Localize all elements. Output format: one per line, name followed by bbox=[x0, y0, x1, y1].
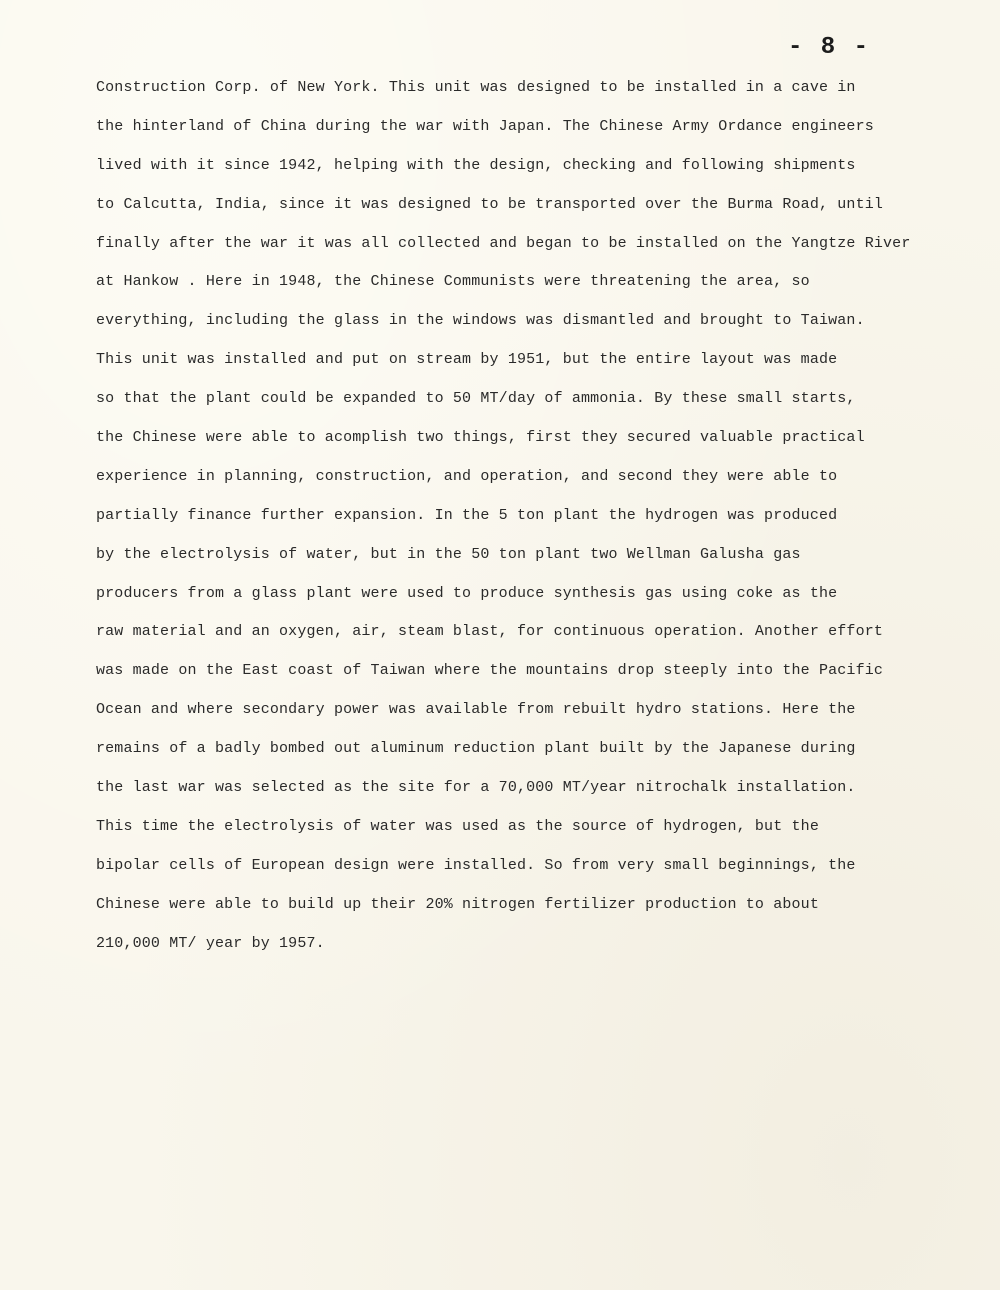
text-line: finally after the war it was all collected and began to be installed on the Yangtze River bbox=[96, 234, 911, 252]
text-line: so that the plant could be expanded to 50 MT/day of ammonia. By these small starts, bbox=[96, 390, 856, 408]
text-line: the Chinese were able to acomplish two things, first they secured valuable practical bbox=[96, 429, 865, 447]
text-line: everything, including the glass in the windows was dismantled and brought to Taiwan. bbox=[96, 312, 865, 330]
text-line: This time the electrolysis of water was used as the source of hydrogen, but the bbox=[96, 817, 819, 835]
text-line: by the electrolysis of water, but in the 50 ton plant two Wellman Galusha gas bbox=[96, 545, 801, 563]
text-line: lived with it since 1942, helping with the design, checking and following shipments bbox=[96, 156, 856, 174]
page-number: - 8 - bbox=[787, 34, 870, 61]
text-line: experience in planning, construction, and operation, and second they were able to bbox=[96, 467, 838, 485]
text-line: Chinese were able to build up their 20% nitrogen fertilizer production to about bbox=[96, 895, 819, 913]
text-line: 210,000 MT/ year by 1957. bbox=[96, 934, 325, 952]
text-line: producers from a glass plant were used to produce synthesis gas using coke as the bbox=[96, 584, 838, 602]
text-line: raw material and an oxygen, air, steam blast, for continuous operation. Another effort bbox=[96, 623, 884, 641]
text-line: the hinterland of China during the war with Japan. The Chinese Army Ordance engineers bbox=[96, 117, 874, 135]
text-line: the last war was selected as the site for a 70,000 MT/year nitrochalk installation. bbox=[96, 779, 856, 797]
text-line: remains of a badly bombed out aluminum reduction plant built by the Japanese during bbox=[96, 740, 856, 758]
text-line: bipolar cells of European design were installed. So from very small beginnings, the bbox=[96, 856, 856, 874]
text-line: at Hankow . Here in 1948, the Chinese Communists were threatening the area, so bbox=[96, 273, 810, 291]
text-line: This unit was installed and put on stream by 1951, but the entire layout was made bbox=[96, 351, 838, 369]
text-line: Construction Corp. of New York. This unit was designed to be installed in a cave in bbox=[96, 79, 856, 96]
text-line: Ocean and where secondary power was available from rebuilt hydro stations. Here the bbox=[96, 701, 856, 719]
typed-paragraph bbox=[96, 78, 926, 972]
text-line: to Calcutta, India, since it was designed to be transported over the Burma Road, until bbox=[96, 195, 884, 213]
text-line: was made on the East coast of Taiwan where the mountains drop steeply into the Pacific bbox=[96, 662, 884, 680]
text-line: partially finance further expansion. In the 5 ton plant the hydrogen was produced bbox=[96, 506, 838, 524]
